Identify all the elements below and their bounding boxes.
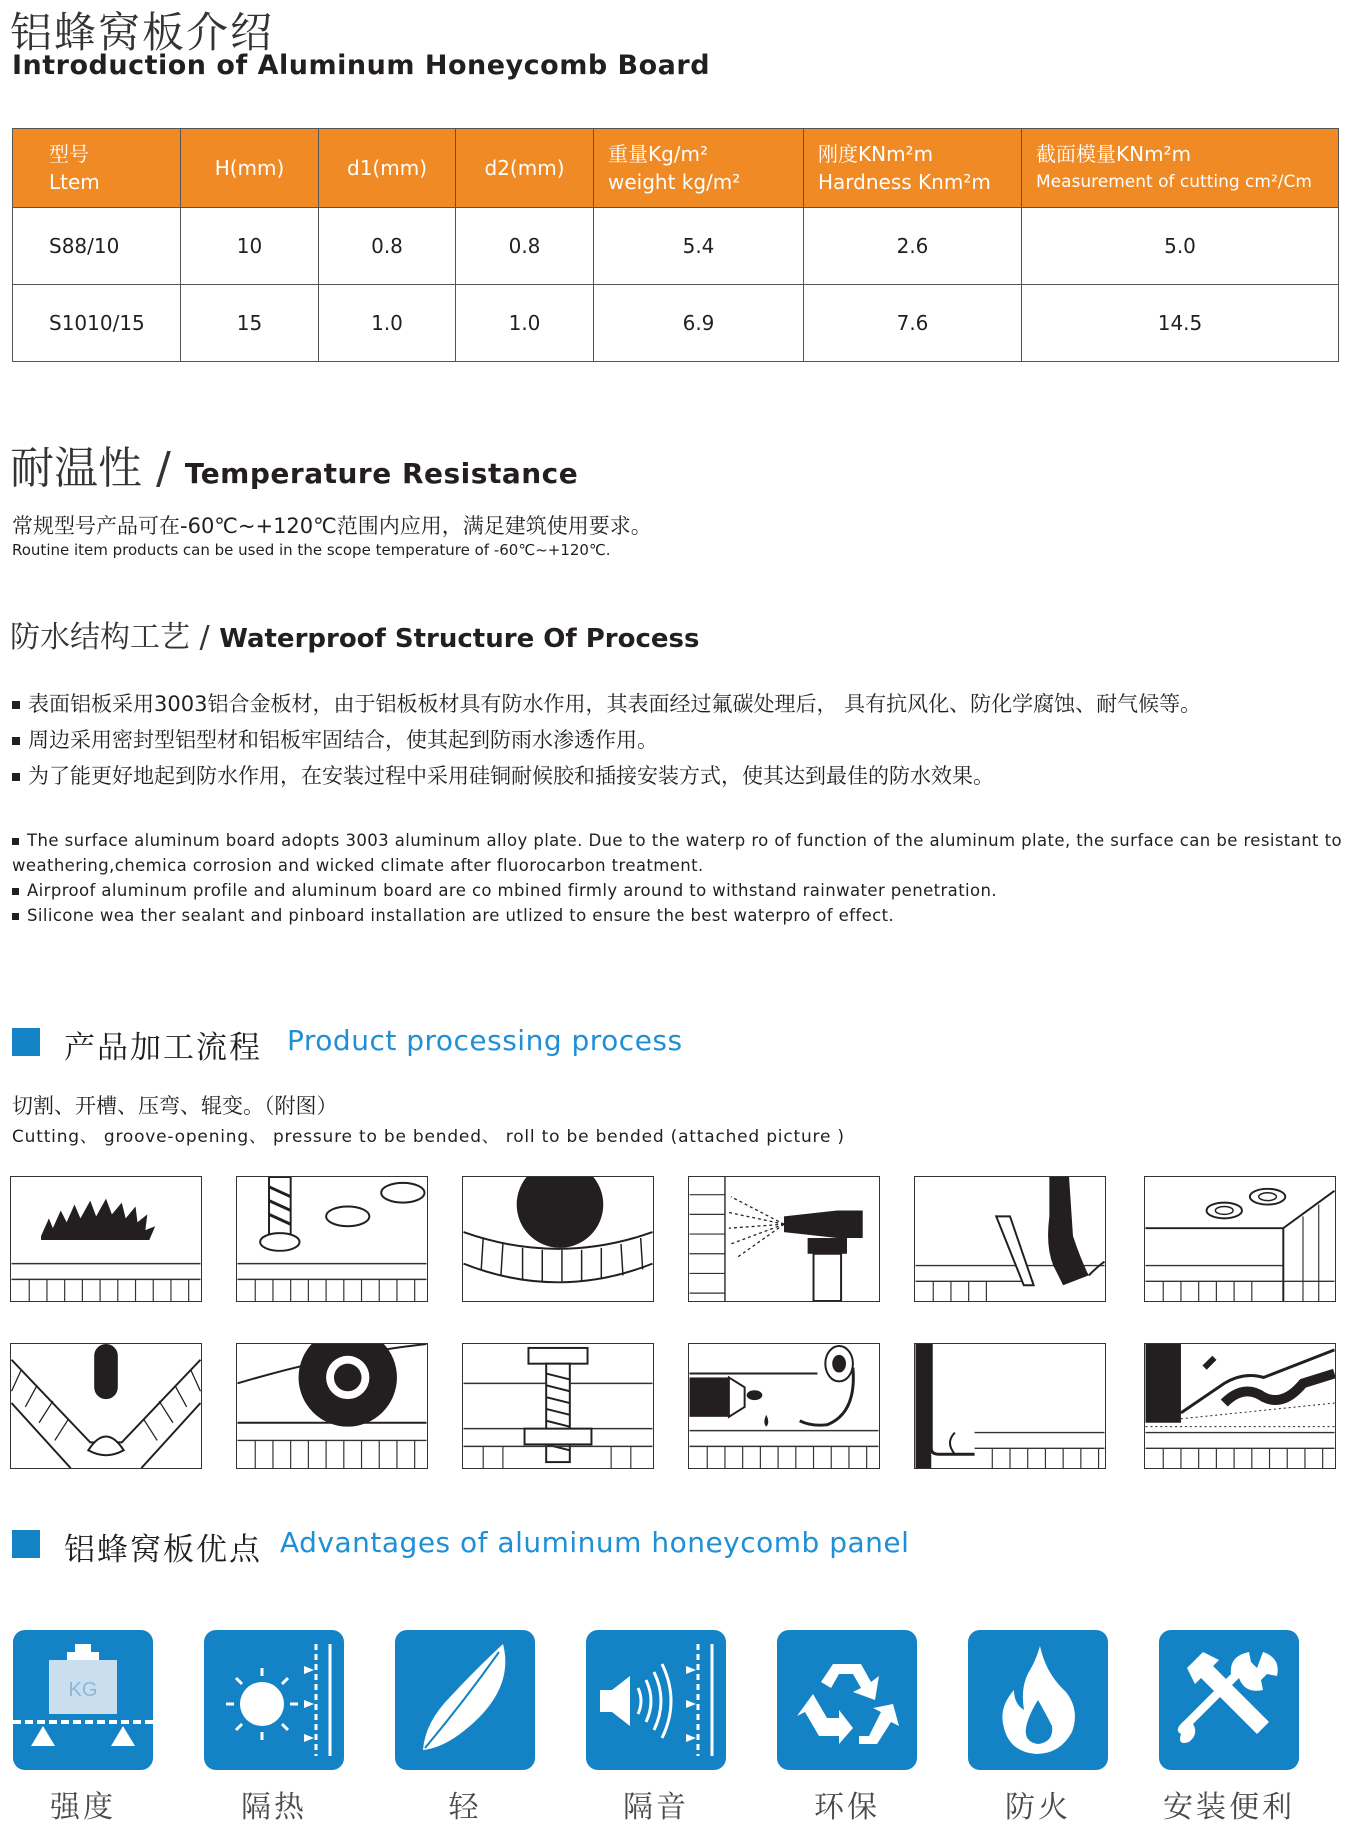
drill-hole-icon xyxy=(236,1176,428,1302)
column-header-hardness: 刚度KNm²m Hardness Knm²m xyxy=(804,129,1022,208)
temperature-text-cn: 常规型号产品可在-60℃~+120℃范围内应用，满足建筑使用要求。 xyxy=(12,514,652,538)
process-heading: 产品加工流程 Product processing process xyxy=(12,1022,912,1066)
advantage-strength xyxy=(13,1630,153,1826)
page-title-en: Introduction of Aluminum Honeycomb Board xyxy=(12,50,711,81)
table-cell: 1.0 xyxy=(456,285,594,362)
layered-panel-icon xyxy=(1144,1343,1336,1469)
list-item: Airproof aluminum profile and aluminum board are co mbined firmly around to withstand rainwater penetration. xyxy=(12,878,1342,903)
weight-strength-icon xyxy=(13,1630,153,1770)
advantages-heading: 铝蜂窝板优点 Advantages of aluminum honeycomb panel xyxy=(12,1524,912,1568)
advantage-insulation xyxy=(204,1630,344,1826)
table-cell: 14.5 xyxy=(1022,285,1339,362)
advantage-sound xyxy=(586,1630,726,1826)
bolt-fix-icon xyxy=(462,1343,654,1469)
table-row xyxy=(13,285,1339,362)
feather-light-icon xyxy=(395,1630,535,1770)
advantage-light xyxy=(395,1630,535,1826)
advantage-label: 安装便利 xyxy=(1163,1790,1295,1825)
advantage-label: 隔音 xyxy=(623,1790,689,1825)
v-fold-icon xyxy=(10,1343,202,1469)
knife-groove-icon xyxy=(914,1176,1106,1302)
table-cell: 15 xyxy=(181,285,319,362)
advantage-label: 强度 xyxy=(50,1790,116,1825)
table-cell: 6.9 xyxy=(594,285,804,362)
column-header-item: 型号 Ltem xyxy=(13,129,181,208)
table-cell: S1010/15 xyxy=(13,285,181,362)
list-item: 周边采用密封型铝型材和铝板牢固结合，使其起到防雨水渗透作用。 xyxy=(12,724,658,754)
table-cell: S88/10 xyxy=(13,208,181,285)
column-header-d1: d1(mm) xyxy=(319,129,456,208)
column-header-d2: d2(mm) xyxy=(456,129,594,208)
list-item: 表面铝板采用3003铝合金板材，由于铝板板材具有防水作用，其表面经过氟碳处理后， 具有抗风化、防化学腐蚀、耐气候等。 xyxy=(12,688,1201,718)
temperature-heading: 耐温性 / Temperature Resistance xyxy=(10,443,579,494)
sun-insulation-icon xyxy=(204,1630,344,1770)
table-cell: 5.4 xyxy=(594,208,804,285)
list-item: 为了能更好地起到防水作用，在安装过程中采用硅铜耐候胶和插接安装方式，使其达到最佳的防水效果。 xyxy=(12,760,994,790)
advantage-label: 防火 xyxy=(1005,1790,1071,1825)
roll-bend-icon xyxy=(236,1343,428,1469)
column-header-height: H(mm) xyxy=(181,129,319,208)
list-item: The surface aluminum board adopts 3003 aluminum alloy plate. Due to the waterp ro of function of the aluminum plate, the surface can be resistant to weathering,chemica corrosion and wicked climate after fluorocarbon treatment. xyxy=(12,831,1342,875)
table-cell: 1.0 xyxy=(319,285,456,362)
process-text-en: Cutting、 groove-opening、 pressure to be bended、 roll to be bended (attached picture ) xyxy=(12,1127,845,1147)
table-header-row xyxy=(13,129,1339,208)
table-cell: 2.6 xyxy=(804,208,1022,285)
table-cell: 0.8 xyxy=(456,208,594,285)
spec-table xyxy=(12,128,1339,362)
page-title-cn: 铝蜂窝板介绍 xyxy=(10,8,275,57)
advantage-label: 轻 xyxy=(448,1790,482,1825)
flame-icon xyxy=(968,1630,1108,1770)
column-header-weight: 重量Kg/m² weight kg/m² xyxy=(594,129,804,208)
table-cell: 0.8 xyxy=(319,208,456,285)
waterproof-heading: 防水结构工艺 / Waterproof Structure Of Process xyxy=(10,620,700,655)
table-row xyxy=(13,208,1339,285)
heading-square-icon xyxy=(12,1530,40,1558)
list-item: Silicone wea ther sealant and pinboard installation are utlized to ensure the best waterpro of effect. xyxy=(12,903,1342,928)
advantage-label: 环保 xyxy=(814,1790,880,1825)
advantage-eco xyxy=(777,1630,917,1826)
advantage-fireproof xyxy=(968,1630,1108,1826)
advantage-installation xyxy=(1159,1630,1299,1826)
temperature-text-en: Routine item products can be used in the scope temperature of -60℃~+120℃. xyxy=(12,541,611,559)
tools-icon xyxy=(1159,1630,1299,1770)
edge-close-icon xyxy=(914,1343,1106,1469)
saw-cut-icon xyxy=(10,1176,202,1302)
table-cell: 5.0 xyxy=(1022,208,1339,285)
weight-kg-text: KG xyxy=(68,1679,98,1701)
spray-glue-icon xyxy=(688,1176,880,1302)
heading-square-icon xyxy=(12,1028,40,1056)
roller-press-icon xyxy=(462,1176,654,1302)
insert-holes-icon xyxy=(1144,1176,1336,1302)
speaker-sound-icon xyxy=(586,1630,726,1770)
advantage-label: 隔热 xyxy=(241,1790,307,1825)
seal-glue-icon xyxy=(688,1343,880,1469)
column-header-section-modulus: 截面模量KNm²m Measurement of cutting cm²/Cm xyxy=(1022,129,1339,208)
recycle-icon xyxy=(777,1630,917,1770)
table-cell: 7.6 xyxy=(804,285,1022,362)
process-text-cn: 切割、开槽、压弯、辊变。（附图） xyxy=(12,1094,338,1118)
table-cell: 10 xyxy=(181,208,319,285)
